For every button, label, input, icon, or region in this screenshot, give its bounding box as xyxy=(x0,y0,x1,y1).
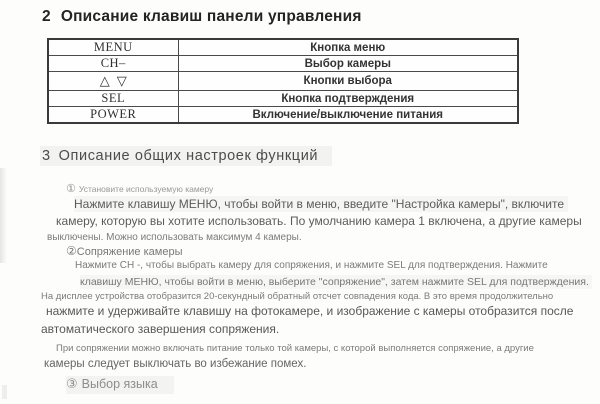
paragraph2-line2: клавишу МЕНЮ, чтобы войти в меню, выберите "сопряжение", затем нажмите SEL для подтверждения. xyxy=(80,275,592,289)
table-row xyxy=(48,107,518,124)
circled-3-icon: ③ xyxy=(66,377,78,392)
step2-label xyxy=(66,244,182,258)
desc-cell: Выбор камеры xyxy=(178,56,518,72)
step1-text: Установите используемую камеру xyxy=(78,184,214,194)
key-cell-ch: CH– xyxy=(48,56,178,72)
desc-cell: Кнопка меню xyxy=(178,39,518,56)
scan-smudge xyxy=(0,168,7,263)
paragraph2-line1: Нажмите CH -, чтобы выбрать камеру для сопряжения, и нажмите SEL для подтверждения. Нажмите xyxy=(75,260,548,271)
key-cell-arrows xyxy=(48,72,178,91)
desc-cell: Включение/выключение питания xyxy=(178,107,518,124)
section2-heading xyxy=(42,8,362,26)
table-row xyxy=(48,72,518,91)
paragraph2-line5: автоматического завершения сопряжения. xyxy=(41,322,280,336)
paragraph1-line3: выключены. Можно использовать максимум 4 камеры. xyxy=(47,232,302,243)
section3-title: Описание общих настроек функций xyxy=(58,148,319,164)
section3-number: 3 xyxy=(42,148,51,164)
step1-label xyxy=(66,182,213,195)
section2-number: 2 xyxy=(42,8,51,25)
paragraph3-line2: камеры следует выключать во избежание помех. xyxy=(44,358,307,370)
paragraph2-line4: нажмите и удерживайте клавишу на фотокамере, и изображение с камеры отобразится после xyxy=(46,304,574,318)
paragraph2-line3: На дисплее устройства отобразится 20-секундный обратный отсчет совпадения кода. В это время продолжительно xyxy=(41,291,554,302)
triangle-down-icon: ▽ xyxy=(116,74,127,89)
paragraph1-line1: Нажмите клавишу МЕНЮ, чтобы войти в меню, введите "Настройка камеры", включите xyxy=(74,196,568,212)
desc-cell: Кнопки выбора xyxy=(178,72,518,91)
desc-cell: Кнопка подтверждения xyxy=(178,91,518,107)
step3-text: Выбор языка xyxy=(81,377,158,391)
circled-1-icon: ① xyxy=(66,182,76,195)
section2-title: Описание клавиш панели управления xyxy=(60,8,362,25)
table-row xyxy=(48,56,518,72)
table-row xyxy=(48,39,518,56)
paragraph1-line2: камеру, которую вы хотите использовать. По умолчанию камера 1 включена, а другие камеры xyxy=(56,214,582,228)
key-cell-power: POWER xyxy=(48,107,178,124)
key-cell-menu: MENU xyxy=(48,39,178,56)
section3-heading xyxy=(40,146,332,166)
step3-label xyxy=(66,376,174,394)
step2-text: Сопряжение камеры xyxy=(76,246,183,258)
key-cell-sel: SEL xyxy=(48,91,178,107)
control-keys-table xyxy=(47,38,519,124)
scan-smudge xyxy=(2,385,7,399)
triangle-up-icon: △ xyxy=(99,74,110,89)
paragraph3-line1: При сопряжении можно включать питание только той камеры, с которой выполняется сопряжение, а другие xyxy=(56,343,534,354)
circled-2-icon: ② xyxy=(66,244,77,258)
table-row xyxy=(48,91,518,107)
